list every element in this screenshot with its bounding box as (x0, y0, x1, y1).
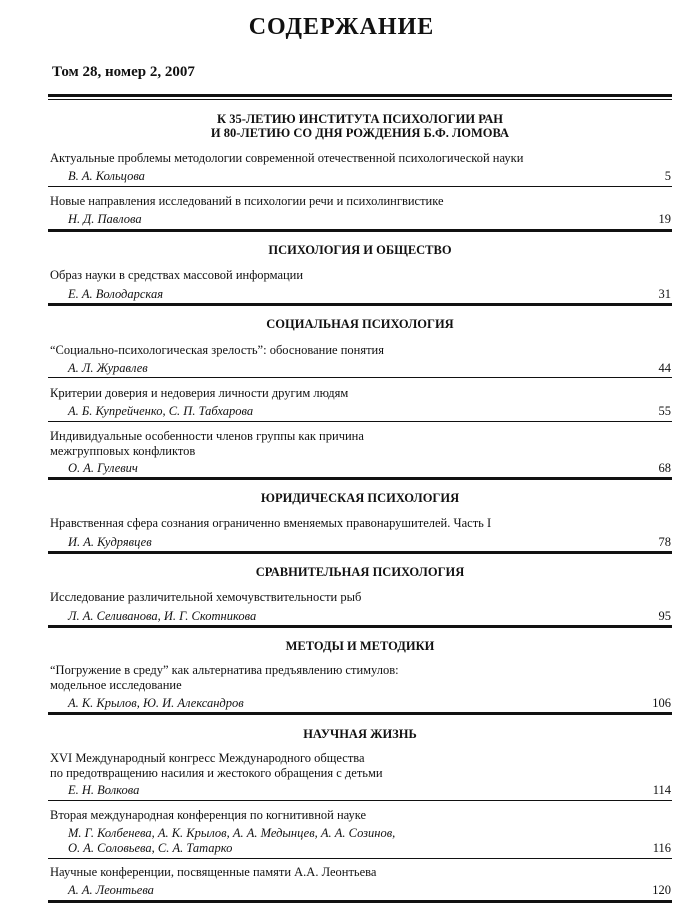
article-authors (68, 609, 588, 624)
article-author-line: Н. Д. Павлова (68, 212, 142, 226)
article-page: 55 (658, 404, 671, 418)
section-heading (48, 491, 672, 505)
article-title (50, 429, 610, 459)
section-heading-line: И 80-ЛЕТИЮ СО ДНЯ РОЖДЕНИЯ Б.Ф. ЛОМОВА (210, 126, 510, 140)
article-title-line: Критерии доверия и недоверия личности другим людям (50, 386, 349, 400)
entry-rule (48, 800, 672, 801)
volume-info: Том 28, номер 2, 2007 (52, 64, 195, 80)
article-title-line: “Погружение в среду” как альтернатива предъявлению стимулов: (50, 663, 399, 677)
article-page: 5 (664, 169, 671, 183)
article-title (50, 865, 610, 880)
article-author-line: А. К. Крылов, Ю. И. Александров (68, 696, 244, 710)
footer-rule (48, 900, 672, 903)
section-heading (48, 112, 672, 140)
article-authors (68, 883, 588, 898)
article-author-line: И. А. Кудрявцев (68, 535, 152, 549)
section-heading-line: ПСИХОЛОГИЯ И ОБЩЕСТВО (268, 243, 452, 257)
article-page: 116 (652, 841, 671, 855)
article-title (50, 663, 610, 693)
article-title-line: “Социально-психологическая зрелость”: обоснование понятия (50, 343, 384, 357)
section-heading-line: НАУЧНАЯ ЖИЗНЬ (303, 727, 417, 741)
header-rule (48, 94, 672, 97)
section-heading (48, 243, 672, 257)
article-page: 95 (658, 609, 671, 623)
article-author-line: А. А. Леонтьева (68, 883, 154, 897)
article-title (50, 194, 610, 209)
section-heading (48, 565, 672, 579)
article-authors (68, 461, 588, 476)
article-author-line: О. А. Соловьева, С. А. Татарко (68, 841, 233, 855)
article-page: 114 (652, 783, 671, 797)
article-authors (68, 361, 588, 376)
entry-rule (48, 377, 672, 378)
article-title-line: модельное исследование (50, 678, 182, 692)
section-rule (48, 229, 672, 232)
section-rule (48, 303, 672, 306)
page-title: СОДЕРЖАНИЕ (248, 14, 435, 40)
article-author-line: О. А. Гулевич (68, 461, 138, 475)
entry-rule (48, 186, 672, 187)
article-title (50, 343, 610, 358)
entry-rule (48, 858, 672, 859)
article-page: 44 (658, 361, 671, 375)
article-title-line: XVI Международный конгресс Международного общества (50, 751, 365, 765)
article-title-line: Актуальные проблемы методологии современной отечественной психологической науки (50, 151, 524, 165)
article-title-line: по предотвращению насилия и жестокого обращения с детьми (50, 766, 383, 780)
article-authors (68, 287, 588, 302)
section-heading (48, 317, 672, 331)
article-author-line: Л. А. Селиванова, И. Г. Скотникова (68, 609, 257, 623)
section-heading (48, 727, 672, 741)
article-page: 78 (658, 535, 671, 549)
article-author-line: А. Б. Купрейченко, С. П. Табхарова (68, 404, 254, 418)
article-title-line: Вторая международная конференция по когнитивной науке (50, 808, 367, 822)
article-authors (68, 169, 588, 184)
article-title (50, 151, 610, 166)
article-title (50, 590, 610, 605)
article-author-line: Е. А. Володарская (68, 287, 164, 301)
article-authors (68, 535, 588, 550)
article-title (50, 516, 610, 531)
article-author-line: М. Г. Колбенева, А. К. Крылов, А. А. Медынцев, А. А. Созинов, (68, 826, 396, 840)
section-rule (48, 477, 672, 480)
article-page: 106 (652, 696, 671, 710)
article-title (50, 386, 610, 401)
section-rule (48, 551, 672, 554)
article-title (50, 808, 610, 823)
entry-rule (48, 421, 672, 422)
section-heading-line: ЮРИДИЧЕСКАЯ ПСИХОЛОГИЯ (260, 491, 460, 505)
section-heading-line: СОЦИАЛЬНАЯ ПСИХОЛОГИЯ (266, 317, 454, 331)
section-heading-line: МЕТОДЫ И МЕТОДИКИ (285, 639, 435, 653)
article-title-line: Индивидуальные особенности членов группы как причина (50, 429, 364, 443)
article-authors (68, 696, 588, 711)
section-heading (48, 639, 672, 653)
article-page: 19 (658, 212, 671, 226)
article-author-line: Е. Н. Волкова (68, 783, 140, 797)
section-rule (48, 712, 672, 715)
article-title (50, 268, 610, 283)
article-title-line: Новые направления исследований в психологии речи и психолингвистике (50, 194, 444, 208)
article-author-line: А. Л. Журавлев (68, 361, 148, 375)
article-title-line: Нравственная сфера сознания ограниченно вменяемых правонарушителей. Часть I (50, 516, 492, 530)
article-author-line: В. А. Кольцова (68, 169, 145, 183)
header-rule-thin (48, 99, 672, 100)
article-title-line: Образ науки в средствах массовой информации (50, 268, 304, 282)
article-title-line: Научные конференции, посвященные памяти А.А. Леонтьева (50, 865, 377, 879)
section-heading-line: СРАВНИТЕЛЬНАЯ ПСИХОЛОГИЯ (255, 565, 465, 579)
article-authors (68, 404, 588, 419)
article-authors (68, 212, 588, 227)
article-authors (68, 783, 588, 798)
article-title (50, 751, 610, 781)
article-page: 120 (652, 883, 671, 897)
section-rule (48, 625, 672, 628)
article-page: 68 (658, 461, 671, 475)
section-heading-line: К 35-ЛЕТИЮ ИНСТИТУТА ПСИХОЛОГИИ РАН (217, 112, 503, 126)
article-title-line: межгрупповых конфликтов (50, 444, 196, 458)
article-page: 31 (658, 287, 671, 301)
article-title-line: Исследование различительной хемочувствительности рыб (50, 590, 362, 604)
article-authors (68, 826, 588, 856)
